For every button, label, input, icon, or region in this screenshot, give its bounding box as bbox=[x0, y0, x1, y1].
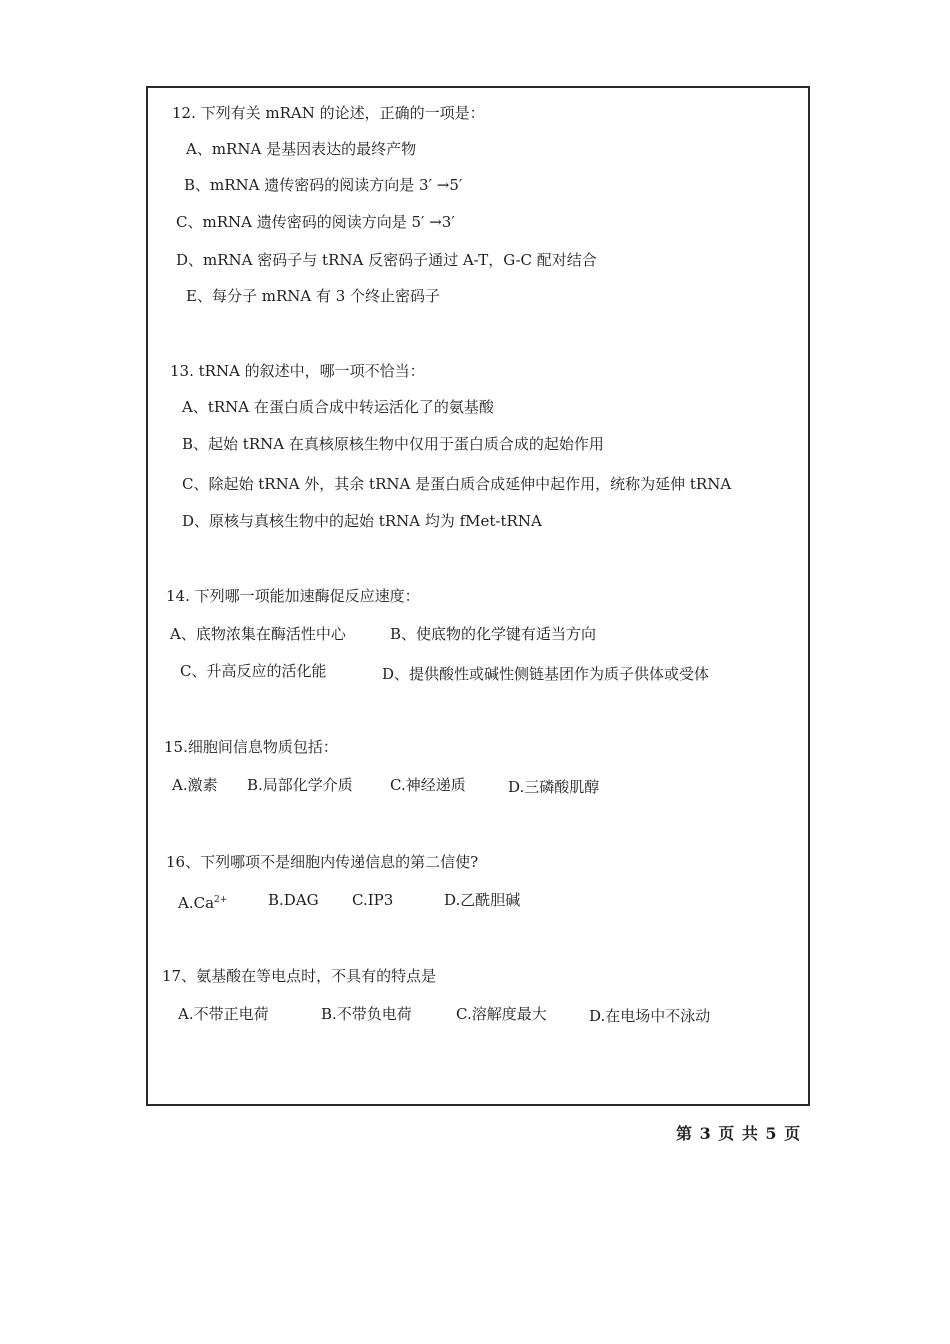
q15-stem: 15.细胞间信息物质包括： bbox=[164, 738, 338, 756]
q15-option-d: D.三磷酸肌醇 bbox=[508, 778, 600, 796]
q14-option-a: A、底物浓集在酶活性中心 bbox=[170, 625, 346, 643]
q16-option-a-superscript: 2+ bbox=[214, 895, 228, 905]
q13-stem: 13. tRNA 的叙述中，哪一项不恰当： bbox=[170, 362, 425, 380]
q16-option-a-base: A.Ca bbox=[178, 894, 215, 912]
q14-stem: 14. 下列哪一项能加速酶促反应速度： bbox=[166, 587, 420, 605]
q17-option-d: D.在电场中不泳动 bbox=[589, 1007, 711, 1025]
q12-option-d: D、mRNA 密码子与 tRNA 反密码子通过 A-T，G-C 配对结合 bbox=[176, 251, 597, 269]
q13-option-c: C、除起始 tRNA 外，其余 tRNA 是蛋白质合成延伸中起作用，统称为延伸 tRNA bbox=[182, 475, 732, 493]
q12-option-b: B、mRNA 遗传密码的阅读方向是 3′ →5′ bbox=[184, 176, 463, 194]
q13-option-b: B、起始 tRNA 在真核原核生物中仅用于蛋白质合成的起始作用 bbox=[182, 435, 604, 453]
q17-stem: 17、氨基酸在等电点时，不具有的特点是 bbox=[162, 967, 437, 985]
q13-option-d: D、原核与真核生物中的起始 tRNA 均为 fMet-tRNA bbox=[182, 512, 542, 530]
q14-option-b: B、使底物的化学键有适当方向 bbox=[390, 625, 597, 643]
q17-option-c: C.溶解度最大 bbox=[456, 1005, 547, 1023]
q14-option-c: C、升高反应的活化能 bbox=[180, 662, 327, 680]
q16-option-d: D.乙酰胆碱 bbox=[444, 891, 521, 909]
q12-option-e: E、每分子 mRNA 有 3 个终止密码子 bbox=[186, 287, 441, 305]
q13-option-a: A、tRNA 在蛋白质合成中转运活化了的氨基酸 bbox=[182, 398, 494, 416]
q16-option-a bbox=[178, 890, 227, 913]
q14-option-d: D、提供酸性或碱性侧链基团作为质子供体或受体 bbox=[382, 665, 710, 683]
q16-option-c: C.IP3 bbox=[352, 891, 394, 909]
q16-option-b: B.DAG bbox=[268, 891, 319, 909]
q15-option-a: A.激素 bbox=[172, 776, 218, 794]
q17-option-a: A.不带正电荷 bbox=[178, 1005, 269, 1023]
q12-option-c: C、mRNA 遗传密码的阅读方向是 5′ →3′ bbox=[176, 213, 455, 231]
q17-option-b: B.不带负电荷 bbox=[321, 1005, 412, 1023]
q12-stem: 12. 下列有关 mRAN 的论述，正确的一项是： bbox=[172, 104, 485, 122]
q16-stem: 16、下列哪项不是细胞内传递信息的第二信使? bbox=[166, 853, 479, 871]
q15-option-c: C.神经递质 bbox=[390, 776, 466, 794]
q12-option-a: A、mRNA 是基因表达的最终产物 bbox=[186, 140, 417, 158]
q15-option-b: B.局部化学介质 bbox=[247, 776, 353, 794]
page-number: 第 3 页 共 5 页 bbox=[676, 1124, 802, 1143]
